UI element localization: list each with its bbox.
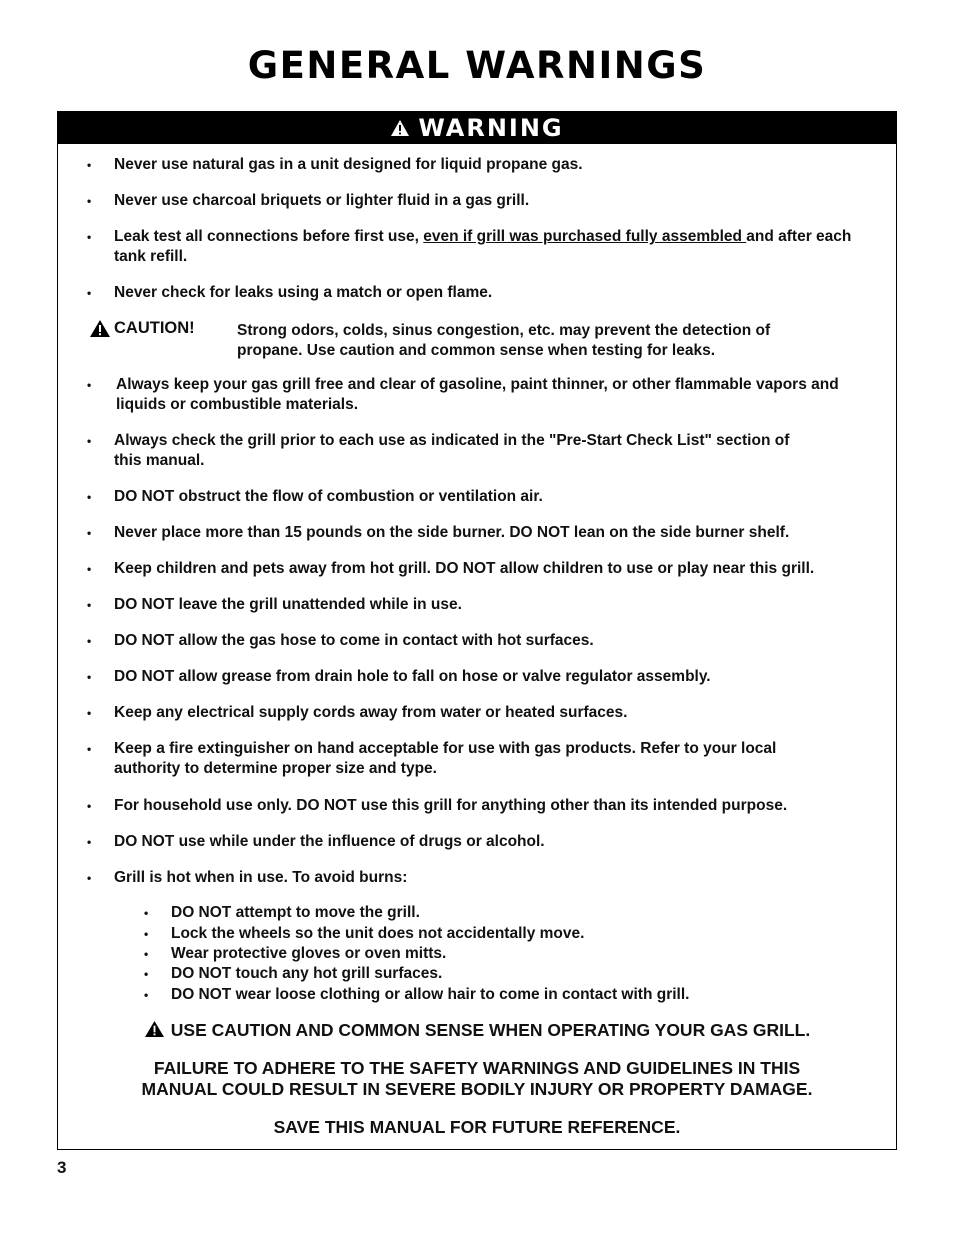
- list-item-text: Always check the grill prior to each use as indicated in the "Pre-Start Check List" section of this manual.: [114, 432, 790, 469]
- page-title: GENERAL WARNINGS: [247, 44, 707, 87]
- bullet: •: [87, 706, 92, 720]
- bullet: •: [87, 871, 92, 885]
- bullet: •: [144, 927, 149, 941]
- sub-list-item-text: DO NOT touch any hot grill surfaces.: [171, 965, 443, 982]
- sub-list-item-text: DO NOT attempt to move the grill.: [171, 904, 420, 921]
- bullet: •: [144, 947, 149, 961]
- bullet: •: [87, 562, 92, 576]
- bullet: •: [87, 670, 92, 684]
- failure-statement-line-1: FAILURE TO ADHERE TO THE SAFETY WARNINGS AND GUIDELINES IN THIS: [153, 1058, 801, 1078]
- bullet: •: [144, 988, 149, 1002]
- bullet: •: [87, 835, 92, 849]
- warning-box: [57, 111, 897, 1150]
- sub-list-item-text: Lock the wheels so the unit does not accidentally move.: [171, 925, 585, 942]
- list-item-text: Keep a fire extinguisher on hand acceptable for use with gas products. Refer to your local authority to determine proper size and type.: [114, 740, 777, 777]
- list-item-text: Never use natural gas in a unit designed for liquid propane gas.: [114, 156, 583, 173]
- leak-text-before: Leak test all connections before first use,: [114, 228, 424, 245]
- bullet: •: [87, 490, 92, 504]
- caution-triangle-icon: [144, 1020, 165, 1038]
- caution-label: [89, 318, 195, 338]
- list-item-text: Never check for leaks using a match or open flame.: [114, 284, 493, 301]
- list-item-text: For household use only. DO NOT use this grill for anything other than its intended purpose.: [114, 797, 788, 814]
- list-item-text: Never use charcoal briquets or lighter fluid in a gas grill.: [114, 192, 530, 209]
- page-number: 3: [57, 1158, 67, 1177]
- list-item-text: Keep children and pets away from hot grill. DO NOT allow children to use or play near this grill.: [114, 560, 815, 577]
- bullet: •: [87, 634, 92, 648]
- bullet: •: [87, 742, 92, 756]
- warning-header-label: WARNING: [418, 114, 564, 142]
- bullet: •: [87, 598, 92, 612]
- bullet: •: [87, 158, 92, 172]
- list-item-text: [114, 227, 874, 267]
- failure-statement-line-2: MANUAL COULD RESULT IN SEVERE BODILY INJURY OR PROPERTY DAMAGE.: [141, 1079, 813, 1099]
- caution-label-text: CAUTION!: [114, 319, 195, 337]
- bullet: •: [87, 526, 92, 540]
- list-item-text: DO NOT allow grease from drain hole to fall on hose or valve regulator assembly.: [114, 668, 711, 685]
- list-item-text: DO NOT use while under the influence of drugs or alcohol.: [114, 833, 545, 850]
- list-item-text: Keep any electrical supply cords away from water or heated surfaces.: [114, 704, 628, 721]
- use-caution-text: USE CAUTION AND COMMON SENSE WHEN OPERATING YOUR GAS GRILL.: [170, 1020, 811, 1040]
- warning-triangle-icon: [390, 119, 410, 137]
- bullet: •: [87, 286, 92, 300]
- bullet: •: [144, 906, 149, 920]
- leak-text-after: and after each tank refill.: [114, 228, 852, 265]
- sub-list-item-text: DO NOT wear loose clothing or allow hair to come in contact with grill.: [171, 986, 690, 1003]
- list-item-text: Grill is hot when in use. To avoid burns:: [114, 869, 408, 886]
- bullet: •: [144, 967, 149, 981]
- list-item-text: DO NOT leave the grill unattended while in use.: [114, 596, 462, 613]
- bullet: •: [87, 194, 92, 208]
- list-item-text: DO NOT obstruct the flow of combustion or ventilation air.: [114, 488, 543, 505]
- caution-triangle-icon: [89, 319, 111, 338]
- leak-text-underline: even if grill was purchased fully assembled: [423, 228, 747, 245]
- list-item-text: Never place more than 15 pounds on the side burner. DO NOT lean on the side burner shelf.: [114, 524, 790, 541]
- warning-header: [58, 112, 896, 144]
- bullet: •: [87, 230, 92, 244]
- sub-list-item-text: Wear protective gloves or oven mitts.: [171, 945, 447, 962]
- bullet: •: [87, 378, 92, 392]
- list-item-text: Always keep your gas grill free and clear of gasoline, paint thinner, or other flammable vapors and liquids or combustible materials.: [116, 376, 839, 413]
- list-item-text: DO NOT allow the gas hose to come in contact with hot surfaces.: [114, 632, 594, 649]
- bullet: •: [87, 434, 92, 448]
- caution-text: Strong odors, colds, sinus congestion, etc. may prevent the detection of propane. Use caution and common sense when testing for leaks.: [237, 322, 771, 359]
- bullet: •: [87, 799, 92, 813]
- save-manual-statement: SAVE THIS MANUAL FOR FUTURE REFERENCE.: [273, 1117, 681, 1137]
- use-caution-statement: [58, 1020, 896, 1041]
